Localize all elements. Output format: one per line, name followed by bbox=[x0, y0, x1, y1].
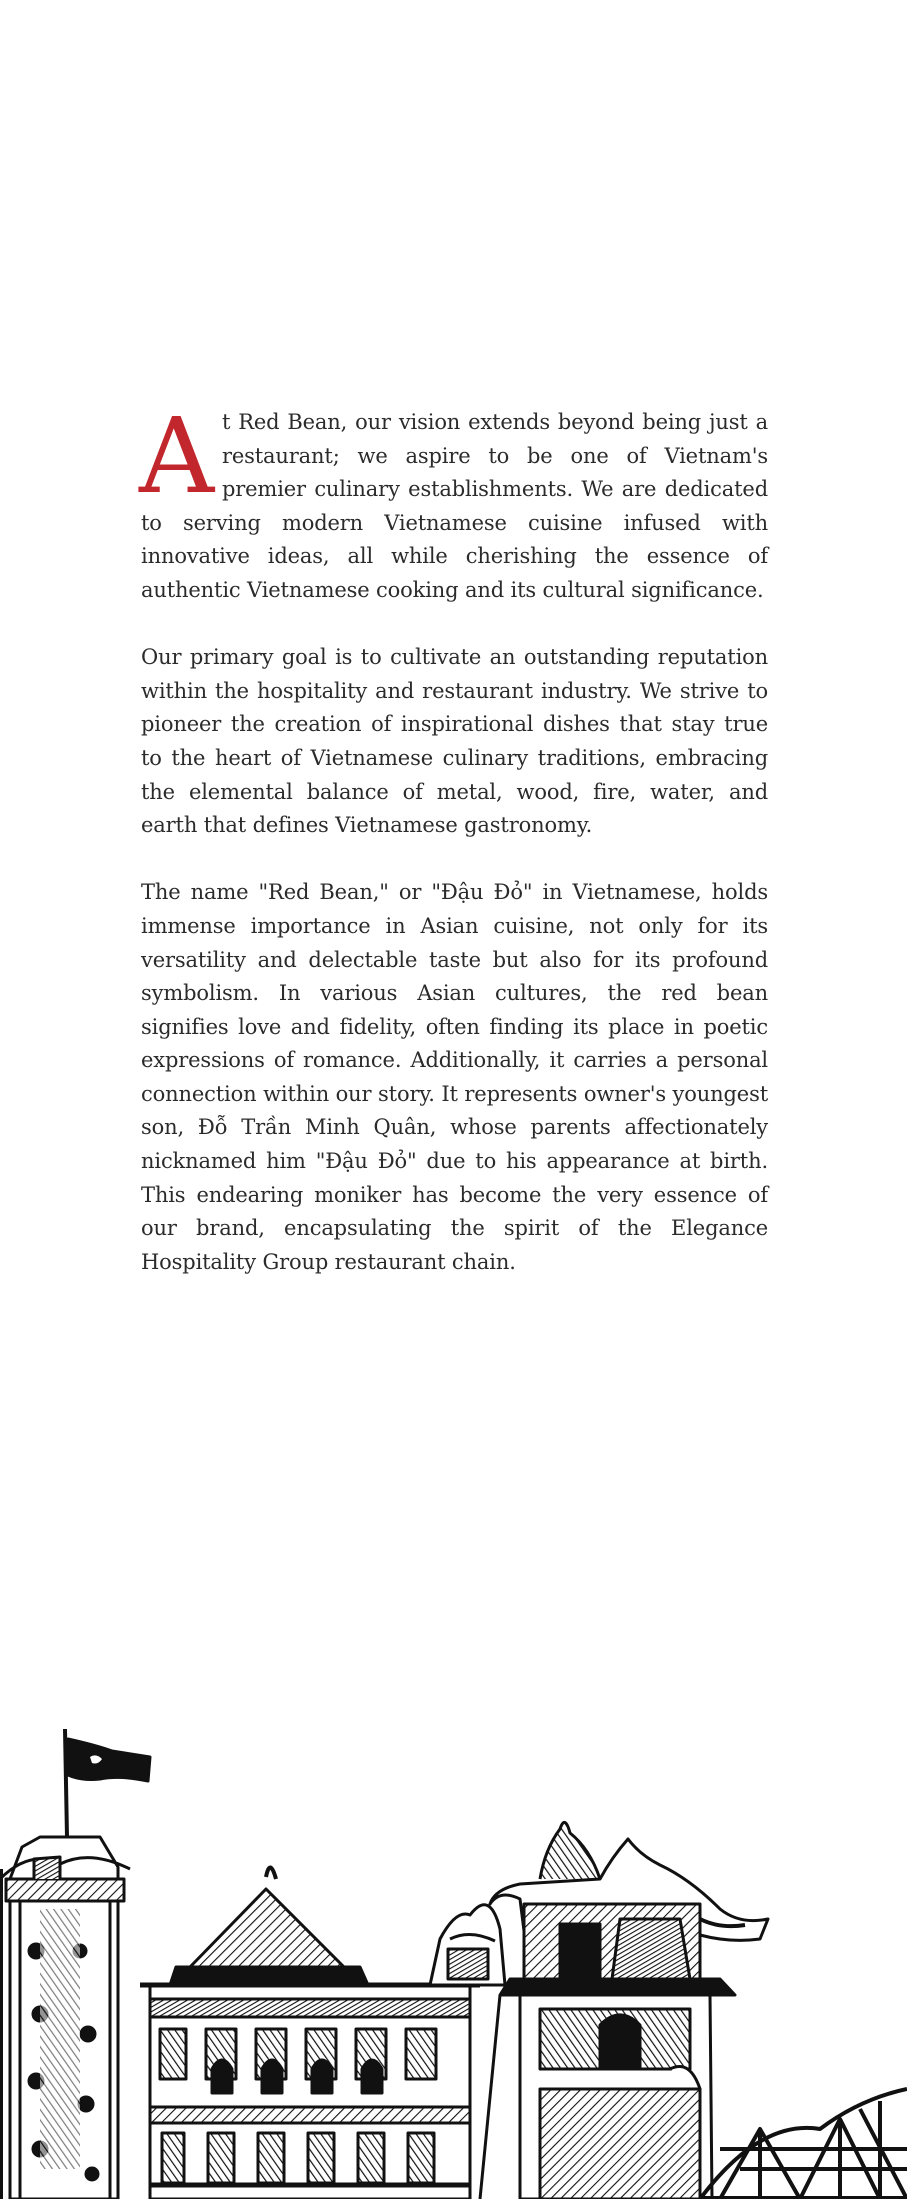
vision-text: t Red Bean, our vision extends beyond being just a restaurant; we aspire to be one of Vietnam's premier culinary establishments. We are dedicated to serving modern Vietnamese cuisine infused with innovative ideas, all while cherishing the essence of authentic Vietnamese cooking and its cultural significance. bbox=[141, 410, 768, 602]
pagoda-building bbox=[480, 1822, 768, 2199]
story-paragraph-name-origin: The name "Red Bean," or "Đậu Đỏ" in Vietnamese, holds immense importance in Asian cuisine, not only for its versatility and delectable taste but also for its profound symbolism. In various Asian cultures, the red bean signifies love and fidelity, often finding its place in poetic expressions of romance. Additionally, it carries a personal connection within our story. It represents owner's youngest son, Đỗ Trần Minh Quân, whose parents affectionately nicknamed him "Đậu Đỏ" due to his appearance at birth. This endearing moniker has become the very essence of our brand, encapsulating the spirit of the Elegance Hospitality Group restaurant chain. bbox=[141, 880, 768, 1274]
opera-house bbox=[140, 1867, 505, 2199]
brand-story bbox=[139, 395, 768, 1313]
drop-cap: A bbox=[139, 395, 214, 517]
story-paragraph-vision bbox=[139, 395, 768, 608]
hanoi-skyline-illustration bbox=[0, 1729, 907, 2199]
flag-tower bbox=[0, 1729, 150, 2199]
story-paragraph-goal: Our primary goal is to cultivate an outstanding reputation within the hospitality and restaurant industry. We strive to pioneer the creation of inspirational dishes that stay true to the heart of Vietnamese culinary traditions, embracing the elemental balance of metal, wood, fire, water, and earth that defines Vietnamese gastronomy. bbox=[141, 645, 768, 838]
long-bien-bridge bbox=[700, 2089, 907, 2199]
